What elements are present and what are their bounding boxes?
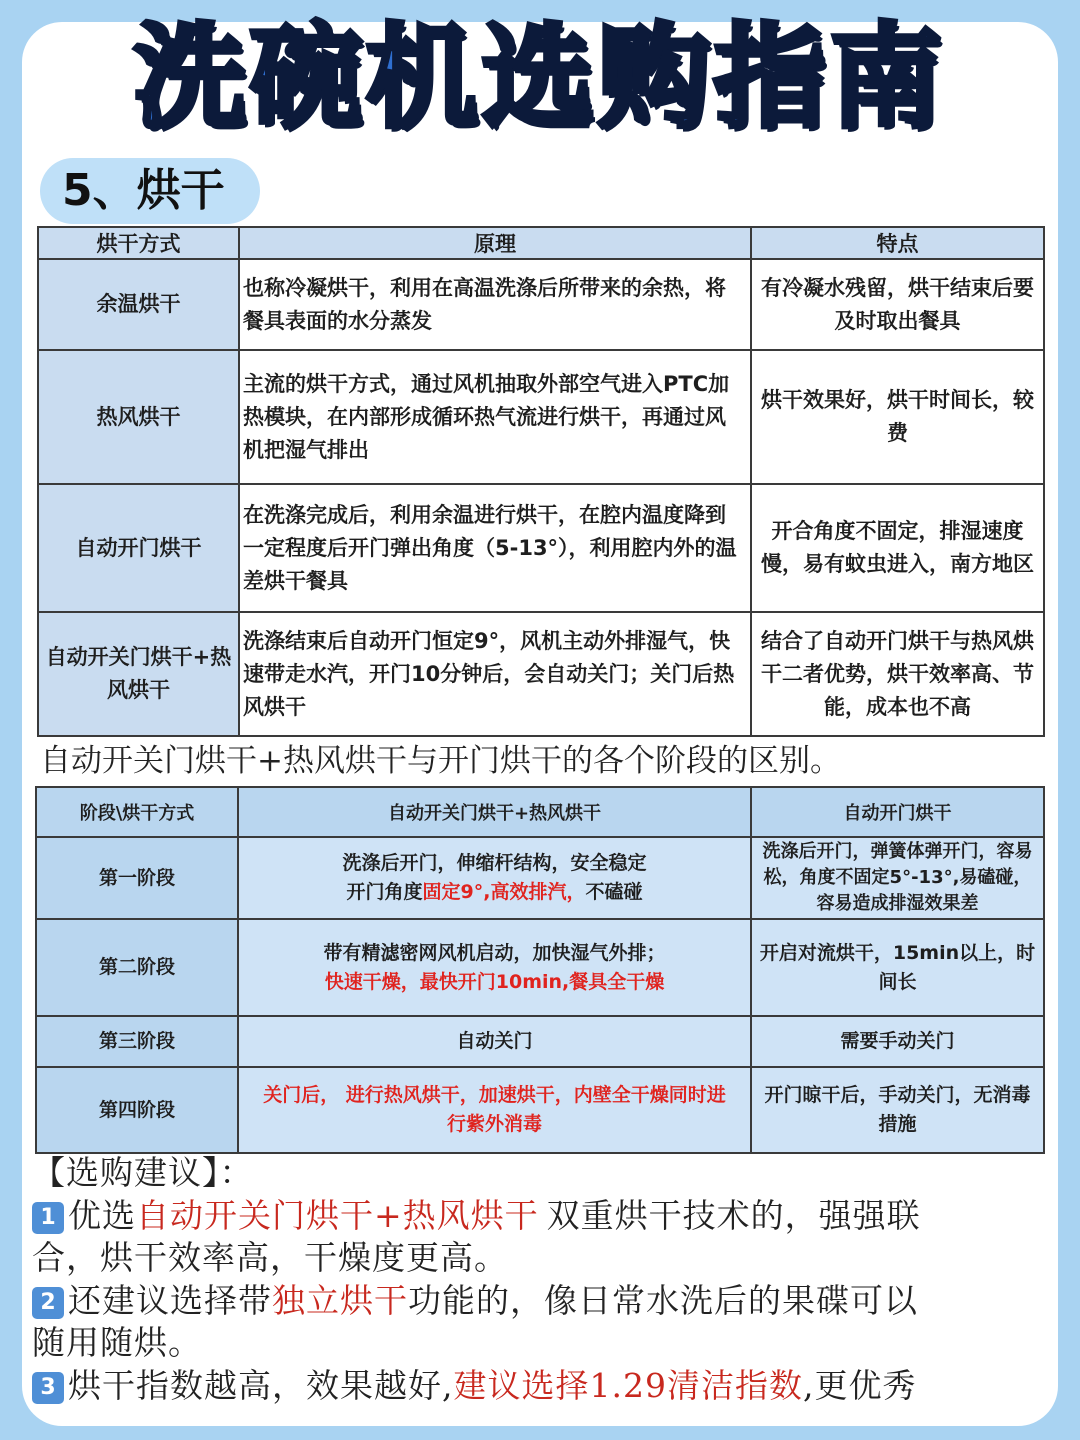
advice-text: 双重烘干技术的，强强联	[546, 1195, 921, 1235]
table-row	[38, 259, 1044, 350]
cell-text: 开门角度	[346, 881, 423, 903]
auto-open-cell: 开门晾干后，手动关门，无消毒措施	[751, 1067, 1044, 1153]
principle-cell: 也称冷凝烘干，利用在高温洗涤后所带来的余热，将餐具表面的水分蒸发	[239, 259, 751, 350]
table-header-row	[36, 787, 1044, 837]
header-feature: 特点	[751, 227, 1044, 259]
purchase-advice	[32, 1152, 1062, 1407]
feature-cell: 开合角度不固定，排湿速度慢，易有蚊虫进入，南方地区	[751, 484, 1044, 612]
number-2-icon: 2	[32, 1287, 64, 1319]
feature-cell: 结合了自动开门烘干与热风烘干二者优势，烘干效率高、节能，成本也不高	[751, 612, 1044, 736]
table-row	[36, 1067, 1044, 1153]
header-stage: 阶段\烘干方式	[36, 787, 238, 837]
stage-label: 第二阶段	[36, 919, 238, 1016]
advice-heading: 【选购建议】：	[32, 1153, 254, 1192]
highlight-text: 建议选择1.29清洁指数	[453, 1365, 803, 1405]
stage-label: 第三阶段	[36, 1016, 238, 1067]
header-principle: 原理	[239, 227, 751, 259]
table-row	[38, 484, 1044, 612]
principle-cell: 在洗涤完成后，利用余温进行烘干，在腔内温度降到一定程度后开门弹出角度（5-13°），利用腔内外的温差烘干餐具	[239, 484, 751, 612]
feature-cell: 烘干效果好，烘干时间长，较费	[751, 350, 1044, 484]
advice-text: 随用随烘。	[32, 1323, 202, 1362]
advice-text: 优选	[68, 1195, 136, 1235]
table-row	[38, 612, 1044, 736]
drying-methods-table	[37, 226, 1045, 737]
method-cell: 自动开门烘干	[38, 484, 239, 612]
method-cell: 热风烘干	[38, 350, 239, 484]
auto-open-close-cell: 关门后， 进行热风烘干，加速烘干，内壁全干燥同时进行紫外消毒	[238, 1067, 751, 1153]
auto-open-cell: 开启对流烘干，15min以上，时间长	[751, 919, 1044, 1016]
cell-line	[243, 878, 746, 907]
table-row	[36, 919, 1044, 1016]
advice-text: 功能的，像日常水洗后的果碟可以	[408, 1280, 918, 1320]
table-header-row	[38, 227, 1044, 259]
highlight-text: 固定9°,高效排汽，	[422, 881, 586, 903]
stage-label: 第四阶段	[36, 1067, 238, 1153]
header-method: 烘干方式	[38, 227, 239, 259]
header-auto-open-close: 自动开关门烘干+热风烘干	[238, 787, 751, 837]
comparison-intro: 自动开关门烘干+热风烘干与开门烘干的各个阶段的区别。	[40, 743, 841, 779]
table-row	[36, 837, 1044, 919]
advice-item-1	[32, 1195, 1062, 1238]
auto-open-cell: 需要手动关门	[751, 1016, 1044, 1067]
number-3-icon: 3	[32, 1372, 64, 1404]
advice-text: 合，烘干效率高，干燥度更高。	[32, 1238, 508, 1277]
highlight-text: 自动开关门烘干+热风烘干	[136, 1195, 539, 1235]
cell-line: 洗涤后开门，伸缩杆结构，安全稳定	[342, 852, 647, 874]
advice-text: ,更优秀	[802, 1365, 917, 1405]
advice-text: 还建议选择带	[68, 1280, 272, 1320]
stage-comparison-table	[35, 786, 1045, 1154]
cell-line: 带有精滤密网风机启动，加快湿气外排；	[323, 941, 666, 964]
advice-text: 烘干指数越高，效果越好,	[68, 1365, 454, 1405]
feature-cell: 有冷凝水残留，烘干结束后要及时取出餐具	[751, 259, 1044, 350]
advice-item-2	[32, 1280, 1062, 1323]
auto-open-close-cell	[238, 919, 751, 1016]
auto-open-close-cell: 自动关门	[238, 1016, 751, 1067]
auto-open-close-cell	[238, 837, 751, 919]
number-1-icon: 1	[32, 1202, 64, 1234]
highlight-text: 独立烘干	[272, 1280, 408, 1320]
stage-label: 第一阶段	[36, 837, 238, 919]
table-row	[36, 1016, 1044, 1067]
header-auto-open: 自动开门烘干	[751, 787, 1044, 837]
principle-cell: 主流的烘干方式，通过风机抽取外部空气进入PTC加热模块，在内部形成循环热气流进行烘干，再通过风机把湿气排出	[239, 350, 751, 484]
advice-item-3	[32, 1365, 1062, 1408]
table-row	[38, 350, 1044, 484]
auto-open-cell: 洗涤后开门，弹簧体弹开门，容易松，角度不固定5°-13°,易磕碰，容易造成排湿效果差	[751, 837, 1044, 919]
highlight-text: 快速干燥，最快开门10min,餐具全干燥	[324, 970, 665, 993]
principle-cell: 洗涤结束后自动开门恒定9°，风机主动外排湿气，快速带走水汽，开门10分钟后，会自动关门；关门后热风烘干	[239, 612, 751, 736]
section-heading: 5、烘干	[40, 158, 260, 224]
method-cell: 余温烘干	[38, 259, 239, 350]
page-title: 洗碗机选购指南	[134, 13, 946, 143]
method-cell: 自动开关门烘干+热风烘干	[38, 612, 239, 736]
cell-text: 不磕碰	[585, 881, 643, 903]
